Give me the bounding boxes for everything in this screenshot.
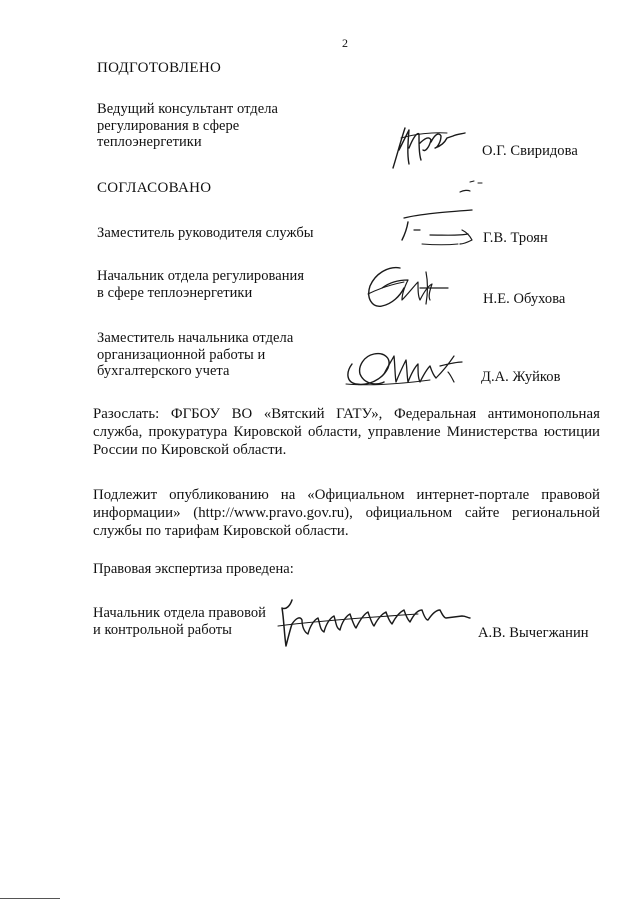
- legal-review-position: Начальник отдела правовой и контрольной работы: [93, 605, 266, 638]
- signature-vychegzhanin: [268, 596, 473, 654]
- publication-text: Подлежит опубликованию на «Официальном интернет-портале правовой информации» (http://www.pravo.gov.ru), официальном сайте региональной службы по тарифам Кировской области.: [93, 487, 600, 539]
- prepared-position: Ведущий консультант отдела регулирования в сфере теплоэнергетики: [97, 101, 278, 150]
- bottom-edge-rule: [0, 898, 60, 899]
- signature-sviridova: [385, 120, 480, 175]
- distribution-text: Разослать: ФГБОУ ВО «Вятский ГАТУ», Федеральная антимонопольная служба, прокуратура Кировской области, управление Министерства юстиции России по Кировской области.: [93, 406, 600, 458]
- agreed-position-3: Заместитель начальника отдела организационной работы и бухгалтерского учета: [97, 330, 294, 379]
- legal-review-statement: Правовая экспертиза проведена:: [93, 561, 294, 577]
- prepared-name: О.Г. Свиридова: [482, 143, 578, 159]
- agreed-heading: СОГЛАСОВАНО: [97, 180, 212, 196]
- agreed-position-1: Заместитель руководителя службы: [97, 225, 314, 241]
- agreed-name-1: Г.В. Троян: [483, 230, 548, 246]
- agreed-name-3: Д.А. Жуйков: [481, 369, 561, 385]
- signature-obukhova: [360, 258, 470, 318]
- signature-zhuikov: [340, 344, 470, 394]
- prepared-heading: ПОДГОТОВЛЕНО: [97, 60, 222, 76]
- page-number: 2: [342, 36, 348, 50]
- agreed-name-2: Н.Е. Обухова: [483, 291, 566, 307]
- legal-review-name: А.В. Вычегжанин: [478, 625, 589, 641]
- agreed-position-2: Начальник отдела регулирования в сфере теплоэнергетики: [97, 268, 305, 301]
- signature-troyan: [390, 178, 490, 253]
